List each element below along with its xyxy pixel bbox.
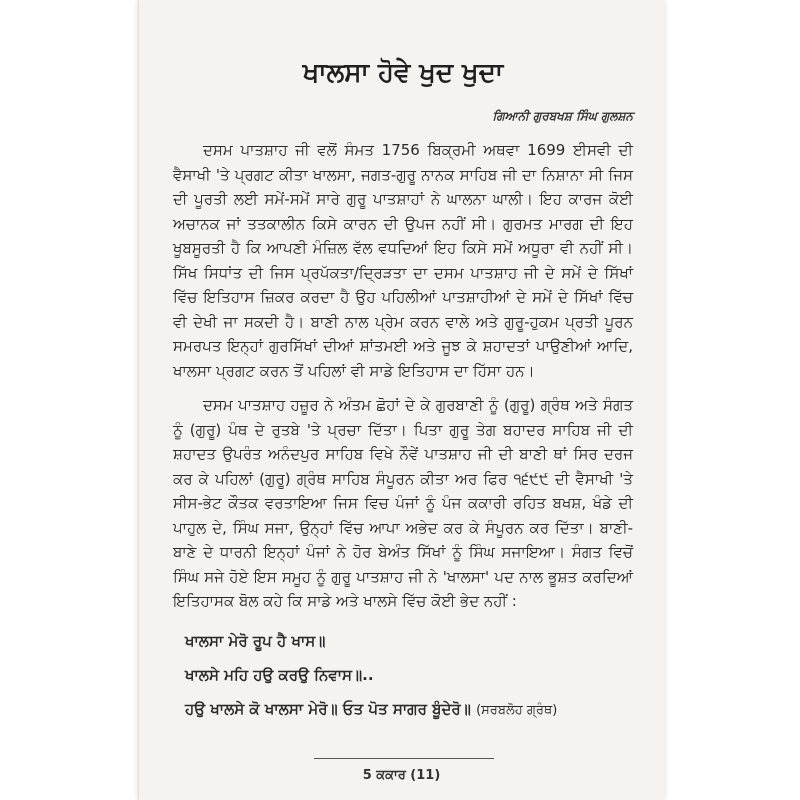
verse-line-3	[185, 692, 633, 728]
page-footer: 5 ਕਕਾਰ (11)	[362, 768, 441, 783]
verse-source: (ਸਰਬਲੋਹ ਗ੍ਰੰਥ)	[476, 702, 558, 718]
verse-line-1: ਖਾਲਸਾ ਮੇਰੋ ਰੂਪ ਹੈ ਖਾਸ॥	[185, 631, 326, 650]
footer-divider	[314, 758, 494, 759]
book-page	[138, 0, 664, 800]
verse-line-3-text: ਹਉ ਖਾਲਸੇ ਕੋ ਖਾਲਸਾ ਮੇਰੋ॥ ਓਤ ਪੋਤ ਸਾਗਰ ਬੂੰਦੇਰੋ॥	[185, 699, 471, 718]
page-content	[173, 40, 633, 728]
paragraph-2: ਦਸਮ ਪਾਤਸ਼ਾਹ ਹਜ਼ੂਰ ਨੇ ਅੰਤਮ ਛੋਹਾਂ ਦੇ ਕੇ ਗੁਰਬਾਣੀ ਨੂੰ (ਗੁਰੂ) ਗ੍ਰੰਥ ਅਤੇ ਸੰਗਤ ਨੂੰ (ਗੁਰੂ) ਪੰਥ ਦੇ ਰੁਤਬੇ 'ਤੇ ਪ੍ਰਚਾ ਦਿੱਤਾ। ਪਿਤਾ ਗੁਰੂ ਤੇਗ ਬਹਾਦਰ ਸਾਹਿਬ ਜੀ ਦੀ ਸ਼ਹਾਦਤ ਉਪਰੰਤ ਅਨੰਦਪੁਰ ਸਾਹਿਬ ਵਿਖੇ ਨੌਵੇਂ ਪਾਤਸ਼ਾਹ ਜੀ ਦੀ ਬਾਣੀ ਥਾਂ ਸਿਰ ਦਰਜ ਕਰ ਕੇ ਪਹਿਲਾਂ (ਗੁਰੂ) ਗ੍ਰੰਥ ਸਾਹਿਬ ਸੰਪੂਰਨ ਕੀਤਾ ਅਰ ਫਿਰ ੧੬੯੯ ਦੀ ਵੈਸਾਖੀ 'ਤੇ ਸੀਸ-ਭੇਟ ਕੌਤਕ ਵਰਤਾਇਆ ਜਿਸ ਵਿਚ ਪੰਜਾਂ ਨੂੰ ਪੰਜ ਕਕਾਰੀ ਰਹਿਤ ਬਖਸ਼, ਖੰਡੇ ਦੀ ਪਾਹੁਲ ਦੇ, ਸਿੰਘ ਸਜਾ, ਉਨ੍ਹਾਂ ਵਿੱਚ ਆਪਾ ਅਭੇਦ ਕਰ ਕੇ ਸੰਪੂਰਨ ਕਰ ਦਿੱਤਾ। ਬਾਣੀ-ਬਾਣੇ ਦੇ ਧਾਰਨੀ ਇਨ੍ਹਾਂ ਪੰਜਾਂ ਨੇ ਹੋਰ ਬੇਅੰਤ ਸਿੱਖਾਂ ਨੂੰ ਸਿੰਘ ਸਜਾਇਆ। ਸੰਗਤ ਵਿਚੋਂ ਸਿੰਘ ਸਜੇ ਹੋਏ ਇਸ ਸਮੂਹ ਨੂੰ ਗੁਰੂ ਪਾਤਸ਼ਾਹ ਜੀ ਨੇ 'ਖਾਲਸਾ' ਪਦ ਨਾਲ ਭੂਸ਼ਤ ਕਰਦਿਆਂ ਇਤਿਹਾਸਕ ਬੋਲ ਕਹੇ ਕਿ ਸਾਡੇ ਅਤੇ ਖਾਲਸੇ ਵਿੱਚ ਕੋਈ ਭੇਦ ਨਹੀਂ :	[173, 396, 633, 610]
verse-line-2: ਖਾਲਸੇ ਮਹਿ ਹਉ ਕਰਉ ਨਿਵਾਸ॥..	[185, 665, 374, 684]
author-name: ਗਿਆਨੀ ਗੁਰਬਖਸ਼ ਸਿੰਘ ਗੁਲਸ਼ਨ	[492, 109, 633, 123]
paragraph-1: ਦਸਮ ਪਾਤਸ਼ਾਹ ਜੀ ਵਲੋਂ ਸੰਮਤ 1756 ਬਿਕ੍ਰਮੀ ਅਥਵਾ 1699 ਈਸਵੀ ਦੀ ਵੈਸਾਖੀ 'ਤੇ ਪ੍ਰਗਟ ਕੀਤਾ ਖਾਲਸਾ, ਜਗਤ-ਗੁਰੂ ਨਾਨਕ ਸਾਹਿਬ ਜੀ ਦਾ ਨਿਸ਼ਾਨਾ ਸੀ ਜਿਸ ਦੀ ਪੂਰਤੀ ਲਈ ਸਮੇਂ-ਸਮੇਂ ਸਾਰੇ ਗੁਰੂ ਪਾਤਸ਼ਾਹਾਂ ਨੇ ਘਾਲਨਾ ਘਾਲੀ। ਇਹ ਕਾਰਜ ਕੋਈ ਅਚਾਨਕ ਜਾਂ ਤਤਕਾਲੀਨ ਕਿਸੇ ਕਾਰਨ ਦੀ ਉਪਜ ਨਹੀਂ ਸੀ। ਗੁਰਮਤ ਮਾਰਗ ਦੀ ਇਹ ਖੂਬਸੂਰਤੀ ਹੈ ਕਿ ਆਪਣੀ ਮੰਜ਼ਿਲ ਵੱਲ ਵਧਦਿਆਂ ਇਹ ਕਿਸੇ ਸਮੇਂ ਅਧੂਰਾ ਵੀ ਨਹੀਂ ਸੀ। ਸਿੱਖ ਸਿਧਾਂਤ ਦੀ ਜਿਸ ਪ੍ਰਪੱਕਤਾ/ਦ੍ਰਿੜਤਾ ਦਾ ਦਸਮ ਪਾਤਸ਼ਾਹ ਜੀ ਦੇ ਸਮੇਂ ਦੇ ਸਿੱਖਾਂ ਵਿੱਚ ਇਤਿਹਾਸ ਜ਼ਿਕਰ ਕਰਦਾ ਹੈ ਉਹ ਪਹਿਲੀਆਂ ਪਾਤਸ਼ਾਹੀਆਂ ਦੇ ਸਮੇਂ ਦੇ ਸਿੱਖਾਂ ਵਿੱਚ ਵੀ ਦੇਖੀ ਜਾ ਸਕਦੀ ਹੈ। ਬਾਣੀ ਨਾਲ ਪ੍ਰੇਮ ਕਰਨ ਵਾਲੇ ਅਤੇ ਗੁਰੂ-ਹੁਕਮ ਪ੍ਰਤੀ ਪੂਰਨ ਸਮਰਪਤ ਇਨ੍ਹਾਂ ਗੁਰਸਿੱਖਾਂ ਦੀਆਂ ਸ਼ਾਂਤਮਈ ਅਤੇ ਜੂਝ ਕੇ ਸ਼ਹਾਦਤਾਂ ਪਾਉਣੀਆਂ ਆਦਿ, ਖਾਲਸਾ ਪ੍ਰਗਟ ਕਰਨ ਤੋਂ ਪਹਿਲਾਂ ਵੀ ਸਾਡੇ ਇਤਿਹਾਸ ਦਾ ਹਿੱਸਾ ਹਨ।	[173, 141, 633, 380]
page-title: ਖਾਲਸਾ ਹੋਵੇ ਖੁਦ ਖੁਦਾ	[302, 58, 504, 88]
